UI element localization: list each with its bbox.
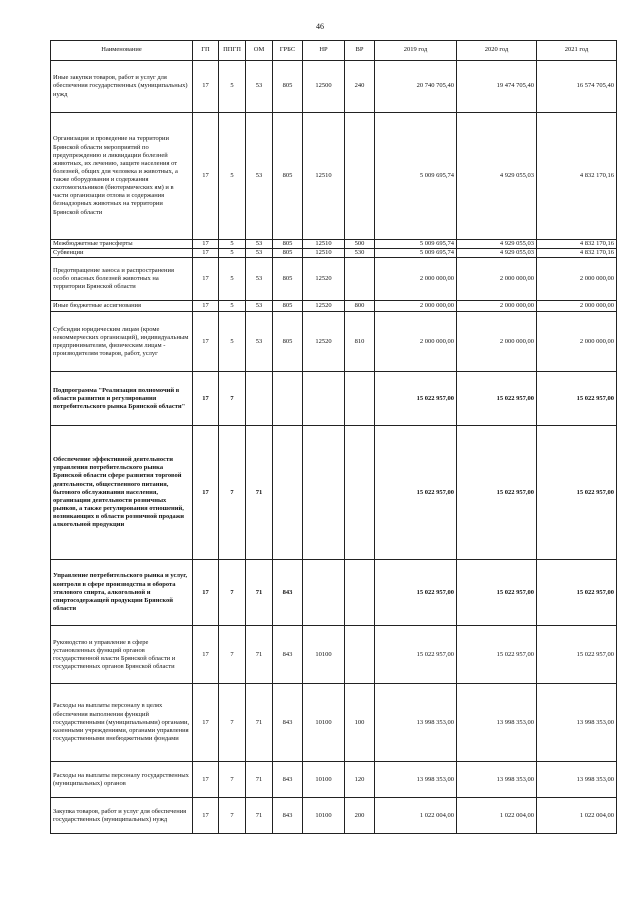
row-ppgp-cell: 7 [219,762,246,798]
row-grbs-cell: 843 [273,626,303,684]
row-2020-cell: 15 022 957,00 [457,372,537,426]
row-om-cell: 71 [246,626,273,684]
table-row [51,626,617,684]
row-vr-cell [345,258,375,301]
table-row [51,61,617,113]
row-2021-cell: 4 832 170,16 [537,113,617,240]
row-name-cell: Межбюджетные трансферты [51,240,193,249]
row-gp-cell: 17 [193,684,219,762]
row-grbs-cell [273,372,303,426]
row-name-cell: Управление потребительского рынка и услуг, контроля в сфере производства и оборота этилового спирта, алкогольной и спиртосодержащей продукции Брянской области [51,560,193,626]
row-om-cell: 71 [246,798,273,834]
row-2019-cell: 2 000 000,00 [375,312,457,372]
header-2020: 2020 год [457,41,537,61]
row-om-cell: 53 [246,312,273,372]
row-2021-cell: 15 022 957,00 [537,560,617,626]
row-ppgp-cell: 7 [219,560,246,626]
row-gp-cell: 17 [193,312,219,372]
row-grbs-cell [273,426,303,560]
row-2021-cell: 2 000 000,00 [537,301,617,312]
row-2021-cell: 15 022 957,00 [537,426,617,560]
row-2020-cell: 1 022 004,00 [457,798,537,834]
row-2020-cell: 4 929 055,03 [457,249,537,258]
row-ppgp-cell: 5 [219,301,246,312]
row-om-cell: 71 [246,762,273,798]
row-2019-cell: 15 022 957,00 [375,426,457,560]
table-row [51,240,617,249]
table-row [51,312,617,372]
row-2019-cell: 15 022 957,00 [375,372,457,426]
row-nr-cell: 12500 [303,61,345,113]
header-nr: НР [303,41,345,61]
row-grbs-cell: 843 [273,798,303,834]
row-gp-cell: 17 [193,426,219,560]
row-name-cell: Иные бюджетные ассигнования [51,301,193,312]
row-ppgp-cell: 7 [219,626,246,684]
row-name-cell: Субсидии юридическим лицам (кроме некоммерческих организаций), индивидуальным предпринимателям, физическим лицам - производителям товаров, работ, услуг [51,312,193,372]
row-gp-cell: 17 [193,113,219,240]
row-vr-cell: 120 [345,762,375,798]
row-nr-cell [303,560,345,626]
row-2021-cell: 2 000 000,00 [537,312,617,372]
table-body [51,61,617,834]
header-gp: ГП [193,41,219,61]
row-2021-cell: 4 832 170,16 [537,240,617,249]
table-row [51,301,617,312]
table-row [51,684,617,762]
row-grbs-cell: 805 [273,249,303,258]
row-name-cell: Расходы на выплаты персоналу в целях обеспечения выполнения функций государственными (муниципальными) органами, казенными учреждениями, органами управления государственными внебюджетными фондами [51,684,193,762]
row-om-cell: 53 [246,258,273,301]
row-grbs-cell: 843 [273,684,303,762]
table-row [51,798,617,834]
row-vr-cell: 800 [345,301,375,312]
row-2019-cell: 2 000 000,00 [375,301,457,312]
row-2019-cell: 13 998 353,00 [375,684,457,762]
row-2021-cell: 4 832 170,16 [537,249,617,258]
row-2019-cell: 20 740 705,40 [375,61,457,113]
row-grbs-cell: 805 [273,301,303,312]
row-name-cell: Подпрограмма "Реализация полномочий в области развития и регулирования потребительского рынка Брянской области" [51,372,193,426]
page-number: 46 [316,22,324,31]
row-nr-cell: 10100 [303,684,345,762]
row-2020-cell: 15 022 957,00 [457,626,537,684]
row-gp-cell: 17 [193,61,219,113]
row-2021-cell: 1 022 004,00 [537,798,617,834]
row-nr-cell: 12520 [303,301,345,312]
row-ppgp-cell: 5 [219,258,246,301]
row-vr-cell [345,626,375,684]
row-ppgp-cell: 5 [219,312,246,372]
row-2020-cell: 4 929 055,03 [457,240,537,249]
row-grbs-cell: 843 [273,560,303,626]
row-nr-cell: 12510 [303,249,345,258]
row-vr-cell [345,372,375,426]
header-vr: ВР [345,41,375,61]
row-ppgp-cell: 7 [219,684,246,762]
row-2019-cell: 5 009 695,74 [375,113,457,240]
row-nr-cell: 10100 [303,762,345,798]
row-gp-cell: 17 [193,762,219,798]
row-gp-cell: 17 [193,249,219,258]
row-ppgp-cell: 5 [219,249,246,258]
header-ppgp: ППГП [219,41,246,61]
table-header-row [51,41,617,61]
row-2021-cell: 15 022 957,00 [537,372,617,426]
row-2019-cell: 13 998 353,00 [375,762,457,798]
row-gp-cell: 17 [193,560,219,626]
row-vr-cell: 500 [345,240,375,249]
table-row [51,426,617,560]
row-om-cell: 71 [246,684,273,762]
row-vr-cell: 200 [345,798,375,834]
row-ppgp-cell: 7 [219,372,246,426]
row-vr-cell: 810 [345,312,375,372]
table-row [51,258,617,301]
row-om-cell [246,372,273,426]
row-2021-cell: 16 574 705,40 [537,61,617,113]
row-2019-cell: 1 022 004,00 [375,798,457,834]
row-om-cell: 71 [246,426,273,560]
row-om-cell: 71 [246,560,273,626]
row-2019-cell: 15 022 957,00 [375,560,457,626]
row-name-cell: Закупка товаров, работ и услуг для обеспечения государственных (муниципальных) нужд [51,798,193,834]
row-2019-cell: 5 009 695,74 [375,240,457,249]
row-2021-cell: 2 000 000,00 [537,258,617,301]
row-nr-cell: 12510 [303,240,345,249]
row-gp-cell: 17 [193,301,219,312]
row-nr-cell [303,426,345,560]
row-name-cell: Организация и проведение на территории Брянской области мероприятий по предупреждению и ликвидации болезней животных, их лечению, защите населения от болезней, общих для человека и животных, а также оборудования и содержания скотомогильников (биотермических ям) и в части организации отлова и содержания безнадзорных животных на территории Брянской области [51,113,193,240]
row-nr-cell: 10100 [303,626,345,684]
table-row [51,249,617,258]
row-name-cell: Обеспечение эффективной деятельности управления потребительского рынка Брянской области сфере развития торговой деятельности, общественного питания, бытового обслуживания населения, организации деятельности розничных рынков, а также регулирования отношений, возникающих в области розничной продажи алкогольной продукции [51,426,193,560]
row-grbs-cell: 805 [273,113,303,240]
row-gp-cell: 17 [193,798,219,834]
row-gp-cell: 17 [193,626,219,684]
row-ppgp-cell: 5 [219,113,246,240]
row-vr-cell [345,560,375,626]
header-2021: 2021 год [537,41,617,61]
header-grbs: ГРБС [273,41,303,61]
row-name-cell: Субвенции [51,249,193,258]
header-name: Наименование [51,41,193,61]
row-2020-cell: 15 022 957,00 [457,426,537,560]
row-name-cell: Расходы на выплаты персоналу государственных (муниципальных) органов [51,762,193,798]
row-name-cell: Иные закупки товаров, работ и услуг для обеспечения государственных (муниципальных) нужд [51,61,193,113]
budget-table [50,40,617,834]
row-nr-cell: 12510 [303,113,345,240]
row-2019-cell: 2 000 000,00 [375,258,457,301]
row-om-cell: 53 [246,61,273,113]
row-2021-cell: 13 998 353,00 [537,684,617,762]
row-2020-cell: 2 000 000,00 [457,258,537,301]
row-om-cell: 53 [246,240,273,249]
row-ppgp-cell: 7 [219,426,246,560]
row-2020-cell: 4 929 055,03 [457,113,537,240]
row-2021-cell: 15 022 957,00 [537,626,617,684]
header-om: ОМ [246,41,273,61]
row-2020-cell: 2 000 000,00 [457,301,537,312]
row-grbs-cell: 843 [273,762,303,798]
row-2020-cell: 13 998 353,00 [457,684,537,762]
row-grbs-cell: 805 [273,240,303,249]
row-vr-cell: 100 [345,684,375,762]
row-ppgp-cell: 7 [219,798,246,834]
row-vr-cell [345,426,375,560]
row-2020-cell: 2 000 000,00 [457,312,537,372]
row-nr-cell: 10100 [303,798,345,834]
table-row [51,762,617,798]
row-nr-cell: 12520 [303,258,345,301]
row-ppgp-cell: 5 [219,61,246,113]
row-gp-cell: 17 [193,258,219,301]
row-2019-cell: 5 009 695,74 [375,249,457,258]
row-name-cell: Предотвращение заноса и распространения особо опасных болезней животных на территории Брянской области [51,258,193,301]
table-row [51,560,617,626]
row-vr-cell: 530 [345,249,375,258]
row-2020-cell: 19 474 705,40 [457,61,537,113]
row-grbs-cell: 805 [273,312,303,372]
header-2019: 2019 год [375,41,457,61]
row-gp-cell: 17 [193,240,219,249]
row-2020-cell: 15 022 957,00 [457,560,537,626]
table-row [51,372,617,426]
row-nr-cell: 12520 [303,312,345,372]
row-om-cell: 53 [246,301,273,312]
row-2020-cell: 13 998 353,00 [457,762,537,798]
row-ppgp-cell: 5 [219,240,246,249]
row-2019-cell: 15 022 957,00 [375,626,457,684]
row-grbs-cell: 805 [273,258,303,301]
row-vr-cell [345,113,375,240]
table-row [51,113,617,240]
row-om-cell: 53 [246,249,273,258]
row-2021-cell: 13 998 353,00 [537,762,617,798]
row-grbs-cell: 805 [273,61,303,113]
row-nr-cell [303,372,345,426]
row-vr-cell: 240 [345,61,375,113]
row-om-cell: 53 [246,113,273,240]
row-gp-cell: 17 [193,372,219,426]
row-name-cell: Руководство и управление в сфере установленных функций органов государственной власти Брянской области и государственных органов Брянской области [51,626,193,684]
